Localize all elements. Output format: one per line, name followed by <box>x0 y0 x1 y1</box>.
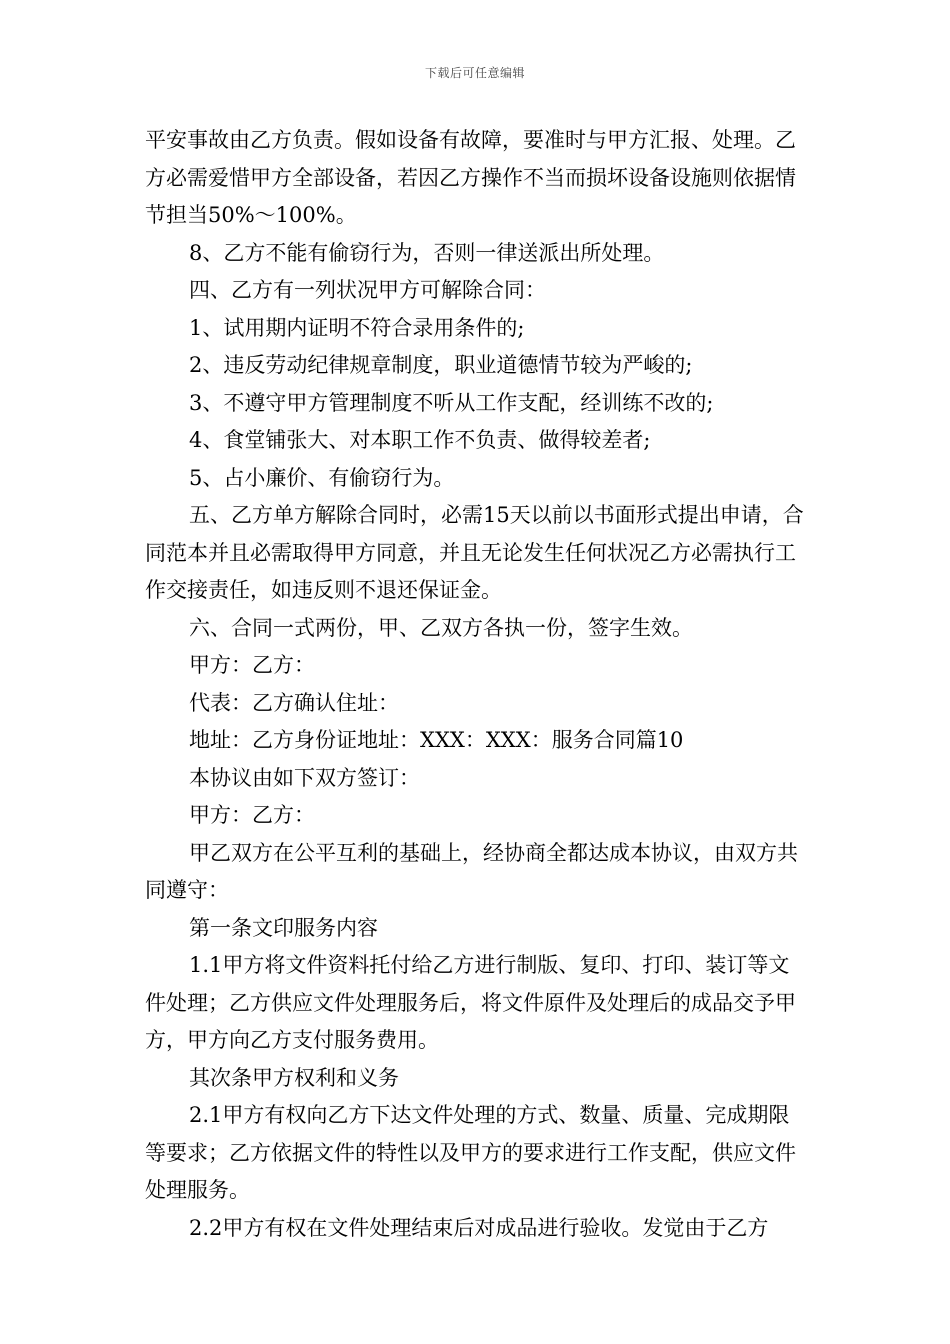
paragraph: 甲方：乙方： <box>189 653 315 677</box>
paragraph: 其次条甲方权利和义务 <box>189 1065 399 1090</box>
paragraph: 甲乙双方在公平互利的基础上，经协商全都达成本协议，由双方共同遵守： <box>145 840 798 902</box>
paragraph: 1.1甲方将文件资料托付给乙方进行制版、复印、打印、装订等文件处理；乙方供应文件处理服务后，将文件原件及处理后的成品交予甲方，甲方向乙方支付服务费用。 <box>145 953 796 1052</box>
document-body <box>145 122 810 1247</box>
paragraph: 8、乙方不能有偷窃行为，否则一律送派出所处理。 <box>189 240 665 265</box>
paragraph: 六、合同一式两份，甲、乙双方各执一份，签字生效。 <box>189 615 693 640</box>
paragraph: 3、不遵守甲方管理制度不听从工作支配，经训练不改的; <box>189 390 714 415</box>
paragraph: 四、乙方有一列状况甲方可解除合同： <box>189 278 546 302</box>
paragraph: 5、占小廉价、有偷窃行为。 <box>189 465 455 490</box>
page-header: 下载后可任意编辑 <box>424 66 525 80</box>
paragraph: 本协议由如下双方签订： <box>189 765 420 790</box>
paragraph: 2、违反劳动纪律规章制度，职业道德情节较为严峻的; <box>189 353 693 377</box>
paragraph: 1、试用期内证明不符合录用条件的; <box>189 315 525 340</box>
paragraph: 五、乙方单方解除合同时，必需15天以前以书面形式提出申请，合同范本并且必需取得甲方同意，并且无论发生任何状况乙方必需执行工作交接责任，如违反则不退还保证金。 <box>145 503 804 602</box>
paragraph: 甲方：乙方： <box>189 803 315 827</box>
paragraph: 地址：乙方身份证地址：XXX：XXX：服务合同篇10 <box>189 728 684 752</box>
paragraph: 2.2甲方有权在文件处理结束后对成品进行验收。发觉由于乙方 <box>189 1215 769 1240</box>
paragraph: 4、食堂铺张大、对本职工作不负责、做得较差者; <box>189 428 651 452</box>
paragraph: 2.1甲方有权向乙方下达文件处理的方式、数量、质量、完成期限等要求；乙方依据文件的特性以及甲方的要求进行工作支配，供应文件处理服务。 <box>145 1103 796 1202</box>
paragraph: 第一条文印服务内容 <box>189 915 378 940</box>
paragraph: 平安事故由乙方负责。假如设备有故障，要准时与甲方汇报、处理。乙方必需爱惜甲方全部设备，若因乙方操作不当而损坏设备设施则依据情节担当50%～100%。 <box>145 128 796 227</box>
paragraph: 代表：乙方确认住址： <box>189 690 399 715</box>
